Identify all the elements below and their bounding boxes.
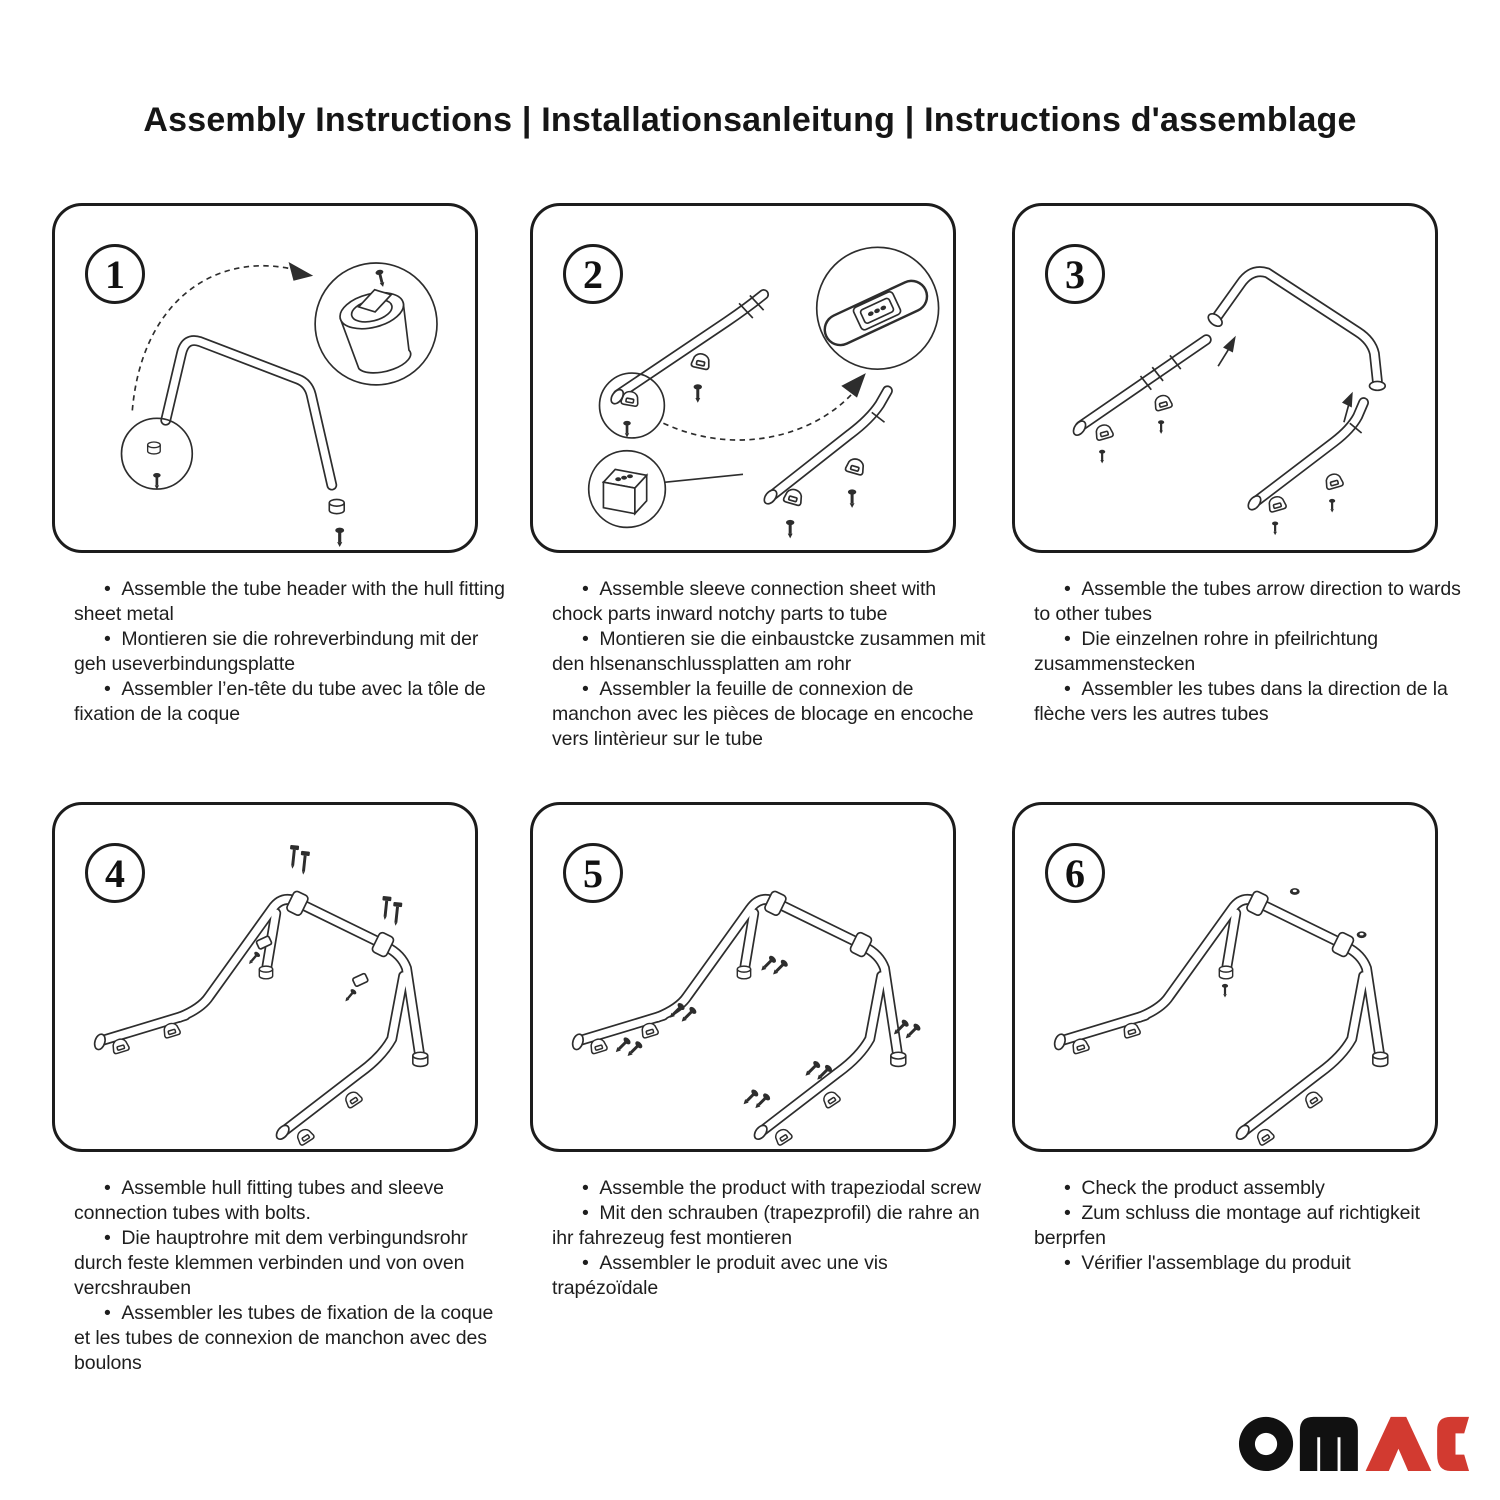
step-number: 1 (105, 251, 125, 297)
step-2-cell (530, 203, 986, 752)
step-1-panel (52, 203, 478, 553)
clamp-hardware (352, 973, 368, 987)
screw-icon (153, 473, 161, 490)
step-number: 2 (583, 251, 603, 297)
step-3-panel (1012, 203, 1438, 553)
guide-arc (663, 387, 858, 440)
screw-pair (741, 1088, 772, 1111)
screw-icon (343, 988, 357, 1003)
omac-logo-icon (1238, 1412, 1470, 1474)
step-number-badge (85, 843, 145, 903)
screw-icon (623, 421, 631, 438)
rollbar-frame (1053, 890, 1388, 1146)
arrowhead-icon (1342, 392, 1353, 408)
clamp-icon (691, 352, 711, 370)
omac-logo (1238, 1412, 1470, 1474)
screw-icon (694, 384, 702, 402)
step-5-panel (530, 802, 956, 1152)
screw-icon (335, 528, 344, 547)
instruction-en: • Assemble sleeve connection sheet with chock parts inward notchy parts to tube (552, 577, 988, 627)
instruction-en: • Assemble the tube header with the hull fitting sheet metal (74, 577, 510, 627)
step-6-notes (1012, 1176, 1470, 1276)
screw-icon (247, 951, 261, 966)
sleeve-detail (834, 284, 916, 339)
step-number: 6 (1065, 850, 1085, 896)
step-number-badge (85, 244, 145, 304)
bolt-icon (380, 896, 391, 920)
step-number-badge (563, 244, 623, 304)
instruction-de: • Die hauptrohre mit dem verbingundsrohr durch feste klemmen verbinden und von oven vercshrauben (74, 1226, 510, 1301)
screw-icon (848, 489, 856, 507)
step-2-notes (530, 577, 988, 752)
instruction-en: • Check the product assembly (1034, 1176, 1470, 1201)
instruction-fr: • Assembler la feuille de connexion de manchon avec les pièces de blocage en encoche vers lintèrieur sur le tube (552, 677, 988, 752)
instruction-de: • Die einzelnen rohre in pfeilrichtung zusammenstecken (1034, 627, 1470, 677)
clamp-icon (845, 457, 866, 476)
step-number: 3 (1065, 251, 1085, 297)
arrowhead-icon (841, 373, 866, 398)
instruction-en: • Assemble the tubes arrow direction to wards to other tubes (1034, 577, 1470, 627)
screw-icon (1272, 522, 1278, 536)
arrowhead-icon (289, 262, 314, 281)
screw-icon (1222, 984, 1228, 998)
step-number: 5 (583, 850, 603, 896)
step-3-notes (1012, 577, 1470, 727)
nut-icon (1357, 931, 1367, 938)
guide-arc (132, 266, 299, 411)
step-number-badge (1045, 843, 1105, 903)
instruction-de: • Zum schluss die montage auf richtigkeit berprfen (1034, 1201, 1470, 1251)
fitting-cap-icon (329, 499, 344, 513)
tube-header-detail (331, 266, 418, 379)
page-title: Assembly Instructions | Installationsanleitung | Instructions d'assemblage (143, 100, 1357, 139)
screw-icon (1329, 499, 1335, 513)
step-5-cell (530, 802, 981, 1301)
bolt-icon (288, 845, 299, 869)
rollbar-frame (93, 890, 428, 1146)
step-6-cell (1012, 802, 1438, 1276)
clamp-icon (1153, 394, 1173, 412)
clamp-icon (1094, 423, 1114, 441)
step-5-notes (530, 1176, 988, 1301)
rollbar-frame (571, 890, 906, 1146)
arrowhead-icon (1223, 336, 1236, 353)
step-number-badge (1045, 244, 1105, 304)
step-1-cell (52, 203, 505, 727)
step-4-panel (52, 802, 478, 1152)
instruction-de: • Mit den schrauben (trapezprofil) die rahre an ihr fahrezeug fest montieren (552, 1201, 988, 1251)
screw-icon (1099, 450, 1105, 464)
step-1-notes (52, 577, 510, 727)
bolt-icon (391, 902, 402, 926)
instruction-de: • Montieren sie die einbaustcke zusammen mit den hlsenanschlussplatten am rohr (552, 627, 988, 677)
connector-block (603, 469, 646, 513)
step-4-cell (52, 802, 494, 1376)
step-3-cell (1012, 203, 1461, 727)
screw-icon (1158, 420, 1164, 434)
instruction-fr: • Assembler les tubes de fixation de la coque et les tubes de connexion de manchon avec des boulons (74, 1301, 510, 1376)
instruction-de: • Montieren sie die rohreverbindung mit der geh useverbindungsplatte (74, 627, 510, 677)
step-number: 4 (105, 850, 125, 896)
step-6-panel (1012, 802, 1438, 1152)
bolt-icon (299, 851, 310, 875)
instruction-fr: • Assembler l’en-tête du tube avec la tôle de fixation de la coque (74, 677, 510, 727)
screw-pair (758, 954, 789, 977)
screw-pair (613, 1036, 644, 1059)
nut-icon (1290, 888, 1300, 895)
instruction-fr: • Assembler les tubes dans la direction de la flèche vers les autres tubes (1034, 677, 1470, 727)
instruction-fr: • Assembler le produit avec une vis trapézoïdale (552, 1251, 988, 1301)
instruction-en: • Assemble hull fitting tubes and sleeve connection tubes with bolts. (74, 1176, 510, 1226)
fitting-cap-icon (148, 442, 161, 454)
leader-line (665, 474, 743, 482)
clamp-icon (1324, 472, 1344, 490)
instruction-en: • Assemble the product with trapeziodal screw (552, 1176, 988, 1201)
instruction-fr: • Vérifier l'assemblage du produit (1034, 1251, 1470, 1276)
step-4-notes (52, 1176, 510, 1376)
step-number-badge (563, 843, 623, 903)
step-2-panel (530, 203, 956, 553)
screw-icon (786, 520, 794, 538)
